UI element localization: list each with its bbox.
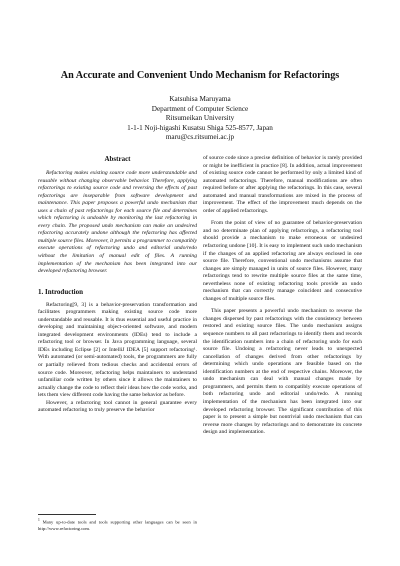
author-university: Ritsumeikan University — [165, 114, 235, 123]
right-column — [203, 155, 362, 437]
left-column — [38, 155, 197, 415]
author-block — [0, 95, 400, 143]
intro-paragraph-1: Refactoring[9, 3] is a behavior-preservation transformation and facilitates programmers making existing source code more understandable and reusable. It is thus essential and useful practice in developing and maintaining object-oriented software, and modern integrated development environments (IDEs) tend to include a refactoring tool or browser. In Java programming language, several IDEs including Eclipse [2] or IntelliJ IDEA [5] support refactoring¹. With automated (or semi-automated) tools, the programmers are fully or partially relieved from tedious checks and accidental errors of source code. Moreover, refactoring helps maintainers to understand unfamiliar code written by others since it allows the maintainers to actually change the code to reflect their ideas how the code works, and lets them view different code having the same behavior as before. — [38, 301, 197, 399]
footnote — [38, 517, 197, 532]
right-paragraph-3: This paper presents a powerful undo mechanism to reverse the changes dispersed by past refactorings with the consistency between restored and existing source files. The undo mechanism assigns sequence numbers to all past refactorings to identify them and records the identification numbers into a chain of refactoring undo for each source file. Undoing a refactoring never leads to unexpected cancellation of changes derived from other refactorings by determining which undo operations are feasible based on the identification numbers at the end of respective chains. Moreover, the undo mechanism can deal with manual changes made by programmers, and permits them to compatibly execute operations of both refactoring undo and editorial undo/redo. A running implementation of the mechanism has been integrated into our developed refactoring browser. The significant contribution of this paper is to present a simple but nontrivial undo mechanism that can reverse more changes by refactorings and to demonstrate its concrete design and implementation. — [203, 308, 362, 436]
introduction-heading: 1. Introduction — [38, 287, 83, 296]
author-department: Department of Computer Science — [151, 104, 249, 113]
footnote-marker: 1 — [38, 518, 40, 522]
author-name: Katsuhisa Maruyama — [169, 95, 231, 103]
abstract-text: Refactoring makes existing source code more understandable and reusable without changing observable behavior. Therefore, applying refactorings to existing source code and reversing the effects of past refactorings are inseparable from software development and maintenance. This paper proposes a powerful undo mechanism that uses a chain of past refactorings for each source file and determines which refactoring is undoable by monitoring the last refactoring in every chain. The proposed undo mechanism can make an undesired refactoring accurately undone although the refactoring has affected multiple source files. Moreover, it permits a programmer to compatibly execute operations of refactoring undo and editorial undo/redo without the limitation of manual edit of files. A running implementation of the mechanism has been integrated into our developed refactoring browser. — [38, 170, 197, 275]
right-paragraph-2: From the point of view of no guarantee of behavior-preservation and no determinate plan of applying refactorings, a refactoring tool should provide a mechanism to make erroneous or undesired refactoring undone [10]. It is easy to implement such undo mechanism if the changes of an applied refactoring are always enclosed in one source file. Therefore, conventional undo mechanisms assume that changes are simply managed in units of source files. However, many refactorings tend to rewrite multiple source files at the same time, nevertheless none of existing refactoring tools provide an undo mechanism that can correctly manage coincident and consecutive changes of multiple source files. — [203, 220, 362, 302]
right-paragraph-1: of source code since a precise definition of behavior is rarely provided or might be inefficient in practice [8]. In addition, actual improvement of existing source code cannot be performed by only a limited kind of automated refactorings. Therefore, manual modifications are often required before or after applying the refactorings. In this case, several automated and manual transformations are mixed in the process of improvement. The effect of the improvement much depends on the order of applied refactorings. — [203, 155, 362, 214]
paper-title: An Accurate and Convenient Undo Mechanism for Refactorings — [60, 70, 340, 81]
intro-paragraph-2: However, a refactoring tool cannot in general guarantee every automated refactoring to truly preserve the behavior — [38, 399, 197, 414]
author-address: 1-1-1 Noji-higashi Kusatsu Shiga 525-8577, Japan — [127, 123, 273, 132]
footnote-divider — [38, 514, 96, 515]
abstract-heading: Abstract — [104, 155, 131, 163]
footnote-text: Many up-to-date tools and tools supporting other languages can be seen in http://www.refactoring.com. — [38, 519, 197, 531]
author-email: maru@cs.ritsumei.ac.jp — [165, 133, 235, 142]
